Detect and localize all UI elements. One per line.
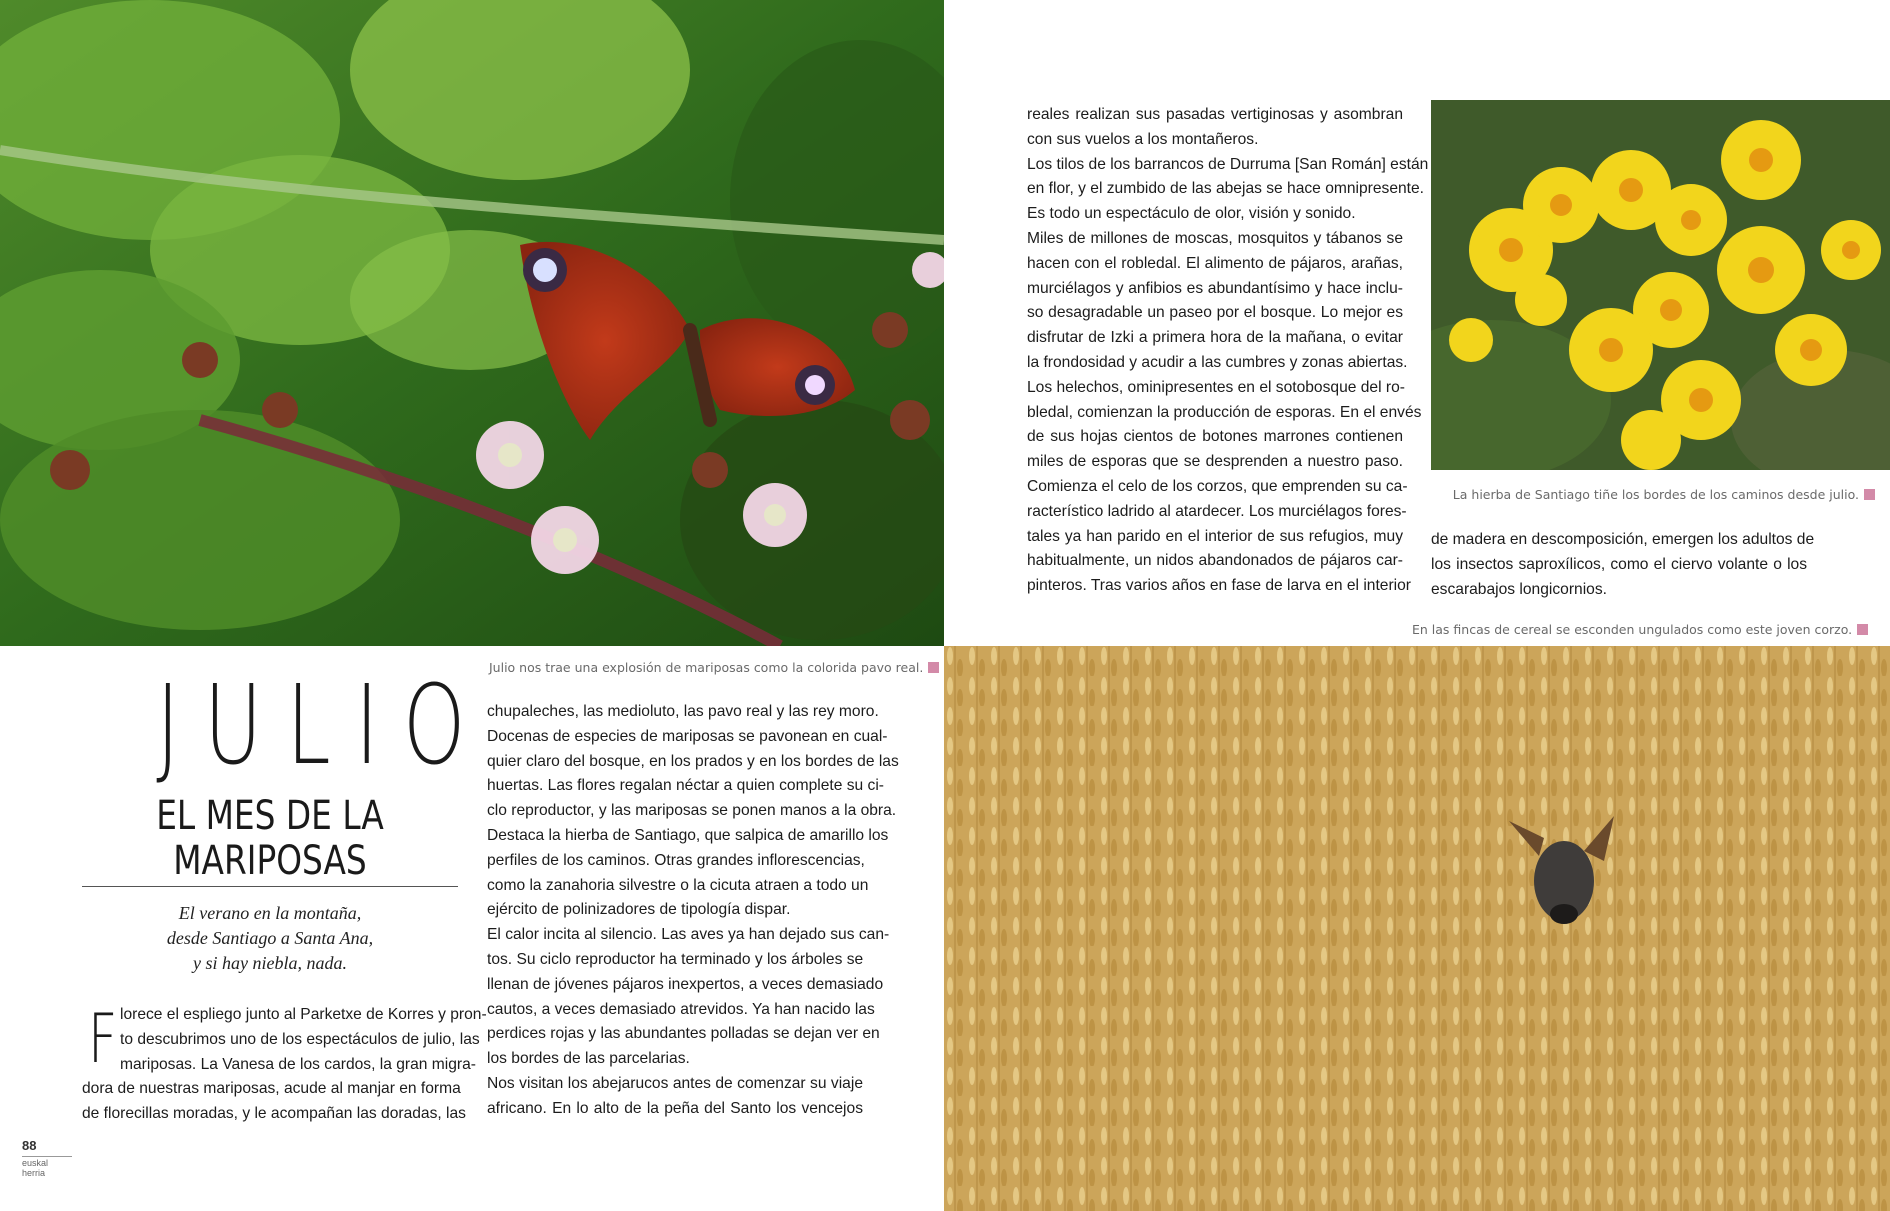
epigraph-line: y si hay niebla, nada. xyxy=(193,953,347,973)
text-line: los insectos saproxílicos, como el ciervo volante o los xyxy=(1431,555,1807,573)
flowers-photo xyxy=(1431,100,1890,470)
text-line: Destaca la hierba de Santiago, que salpica de amarillo los xyxy=(487,826,889,844)
text-line: los bordes de las parcelarias. xyxy=(487,1050,690,1068)
text-line: escarabajos longicornios. xyxy=(1431,580,1607,598)
caption-text: La hierba de Santiago tiñe los bordes de los caminos desde julio. xyxy=(1452,487,1859,502)
text-line: Los tilos de los barrancos de Durruma [San Román] están xyxy=(1027,155,1429,173)
text-line: quier claro del bosque, en los prados y en los bordes de las xyxy=(487,752,899,770)
drop-cap: F xyxy=(88,1000,118,1079)
text-line: como la zanahoria silvestre o la cicuta atraen a todo un xyxy=(487,876,869,894)
text-line: clo reproductor, y las mariposas se ponen manos a la obra. xyxy=(487,802,897,820)
text-line: huertas. Las flores regalan néctar a quien complete su ci- xyxy=(487,777,884,795)
text-line: so desagradable un paseo por el bosque. Lo mejor es xyxy=(1027,304,1403,322)
caption-marker xyxy=(1864,489,1875,500)
text-line: disfrutar de Izki a primera hora de la mañana, o evitar xyxy=(1027,329,1403,347)
text-line: Comienza el celo de los corzos, que emprenden su ca- xyxy=(1027,477,1408,495)
text-line: perdices rojas y las abundantes polladas se dejan ver en xyxy=(487,1025,880,1043)
text-line: Los helechos, ominipresentes en el sotobosque del ro- xyxy=(1027,378,1405,396)
text-line: dora de nuestras mariposas, acude al manjar en forma xyxy=(82,1080,461,1098)
text-line: perfiles de los caminos. Otras grandes inflorescencias, xyxy=(487,851,865,869)
text-line: Nos visitan los abejarucos antes de comenzar su viaje xyxy=(487,1074,863,1092)
text-line: Es todo un espectáculo de olor, visión y sonido. xyxy=(1027,205,1356,223)
epigraph-line: desde Santiago a Santa Ana, xyxy=(166,928,374,948)
text-line: habitualmente, un nidos abandonados de pájaros car- xyxy=(1027,552,1403,570)
epigraph xyxy=(82,901,458,976)
text-line: Docenas de especies de mariposas se pavonean en cual- xyxy=(487,727,888,745)
text-line: ejército de polinizadores de tipología dispar. xyxy=(487,901,791,919)
article-title xyxy=(82,661,490,884)
text-line: miles de esporas que se desprenden a nuestro paso. xyxy=(1027,453,1403,471)
text-line: con sus vuelos a los montañeros. xyxy=(1027,130,1259,148)
page-number: 88 xyxy=(22,1138,37,1153)
text-line: de madera en descomposición, emergen los adultos de xyxy=(1431,531,1815,548)
title-main: JULIO xyxy=(156,661,490,789)
caption-text: Julio nos trae una explosión de mariposas como la colorida pavo real. xyxy=(489,660,924,675)
text-line: de sus hojas cientos de botones marrones contienen xyxy=(1027,428,1403,446)
magazine-name: euskal herria xyxy=(22,1156,72,1178)
text-line: Miles de millones de moscas, mosquitos y tábanos se xyxy=(1027,229,1403,247)
text-line: lorece el espliego junto al Parketxe de Korres y pron- xyxy=(120,1006,487,1023)
text-line: reales realizan sus pasadas vertiginosas y asombran xyxy=(1027,106,1403,123)
text-line: llenan de jóvenes pájaros inexpertos, a veces demasiado xyxy=(487,975,884,993)
text-line: tales ya han parido en el interior de sus refugios, muy xyxy=(1027,527,1403,545)
body-column-right-top xyxy=(1027,103,1429,599)
text-line: racterístico ladrido al atardecer. Los murciélagos fores- xyxy=(1027,502,1407,520)
text-line: murciélagos y anfibios es abundantísimo y hace inclu- xyxy=(1027,279,1403,297)
text-line: El calor incita al silencio. Las aves ya han dejado sus can- xyxy=(487,926,890,944)
text-line: pinteros. Tras varios años en fase de larva en el interior xyxy=(1027,577,1411,595)
deer-in-wheat-photo xyxy=(944,646,1890,1211)
caption-marker xyxy=(1857,624,1868,635)
text-line: en flor, y el zumbido de las abejas se hace omnipresente. xyxy=(1027,180,1425,198)
body-column-left xyxy=(82,1000,487,1127)
title-divider xyxy=(82,886,458,887)
deer-photo-caption xyxy=(1412,622,1853,637)
text-line: cautos, a veces demasiado atrevidos. Ya han nacido las xyxy=(487,1000,875,1018)
caption-text: En las fincas de cereal se esconden ungulados como este joven corzo. xyxy=(1412,622,1853,637)
subtitle-line-2: MARIPOSAS xyxy=(173,837,367,884)
butterfly-photo xyxy=(0,0,944,646)
text-line: la frondosidad y acudir a las cumbres y zonas abiertas. xyxy=(1027,353,1408,371)
body-column-right-bottom xyxy=(1431,528,1815,602)
subtitle-line-1: EL MES DE LA xyxy=(156,793,384,839)
epigraph-line: El verano en la montaña, xyxy=(178,903,362,923)
flowers-photo-caption xyxy=(1442,487,1875,502)
butterfly-photo-caption xyxy=(489,660,924,675)
body-column-middle xyxy=(487,700,899,1122)
text-line: chupaleches, las medioluto, las pavo real y las rey moro. xyxy=(487,703,879,720)
caption-marker xyxy=(928,662,939,673)
text-line: bledal, comienzan la producción de esporas. En el envés xyxy=(1027,403,1422,421)
text-line: de florecillas moradas, y le acompañan las doradas, las xyxy=(82,1105,466,1123)
text-line: tos. Su ciclo reproductor ha terminado y los árboles se xyxy=(487,950,864,968)
text-line: africano. En lo alto de la peña del Santo los vencejos xyxy=(487,1099,863,1117)
subtitle xyxy=(116,794,424,884)
text-line: hacen con el robledal. El alimento de pájaros, arañas, xyxy=(1027,254,1403,272)
text-line: to descubrimos uno de los espectáculos de julio, las xyxy=(120,1030,480,1048)
text-line: mariposas. La Vanesa de los cardos, la gran migra- xyxy=(120,1055,476,1073)
